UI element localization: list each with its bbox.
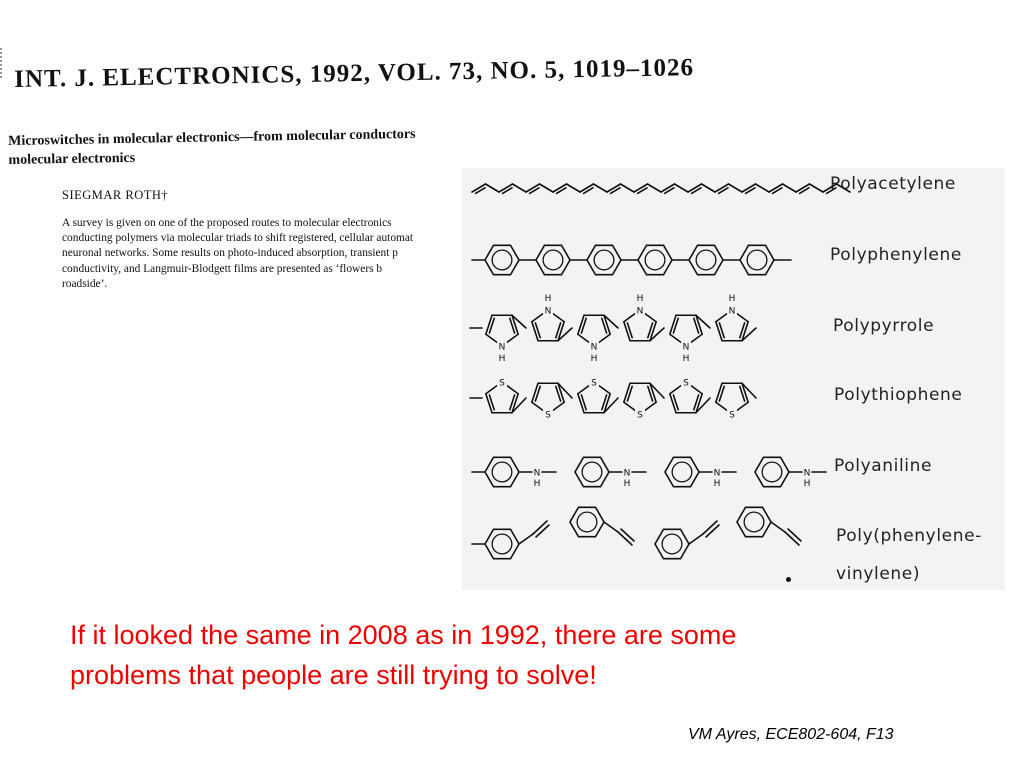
polyacetylene-bond <box>594 184 608 192</box>
heteroatom-label: N <box>623 468 631 479</box>
aromatic-circle <box>577 512 597 532</box>
hydrogen-label: H <box>533 479 541 489</box>
polyacetylene-bond <box>675 184 689 192</box>
hydrogen-label: H <box>636 294 644 304</box>
hydrogen-label: H <box>623 479 631 489</box>
author-name: SIEGMAR ROTH† <box>62 188 169 202</box>
vinylene-bond <box>703 521 717 534</box>
polymer-label: Polyphenylene <box>830 245 962 265</box>
aromatic-circle <box>744 512 764 532</box>
commentary-text <box>70 615 950 695</box>
hydrogen-label: H <box>590 354 598 364</box>
polyacetylene-bond <box>621 184 635 192</box>
vinylene-bond <box>519 534 533 544</box>
polyacetylene-bond <box>783 184 797 192</box>
abstract-line: conducting polymers via molecular triads to shift registered, cellular automat <box>62 232 414 245</box>
aromatic-circle <box>662 534 682 554</box>
heteroatom-label: S <box>729 410 735 421</box>
abstract-line: neuronal networks. Some results on photo-induced absorption, transient p <box>62 247 398 260</box>
aromatic-circle <box>645 250 665 270</box>
journal-header: INT. J. ELECTRONICS, 1992, VOL. 73, NO. 5, 1019–1026 <box>14 54 695 93</box>
abstract-line: conductivity, and Langmuir-Blodgett films are presented as ‘flowers b <box>62 262 383 275</box>
hydrogen-label: H <box>728 294 736 304</box>
abstract-line: roadside’. <box>62 277 108 290</box>
hydrogen-label: H <box>498 354 506 364</box>
aromatic-circle <box>582 462 602 482</box>
polyacetylene-bond <box>486 184 500 192</box>
polyacetylene-bond <box>513 184 527 192</box>
heteroatom-label: N <box>590 342 598 353</box>
abstract-line: A survey is given on one of the proposed routes to molecular electronics <box>62 217 392 229</box>
polymer-label: Polyacetylene <box>830 174 956 194</box>
commentary-line: If it looked the same in 2008 as in 1992, there are some <box>70 620 737 650</box>
vinylene-double-bond <box>536 525 549 537</box>
heteroatom-label: N <box>636 306 644 317</box>
heteroatom-label: N <box>728 306 736 317</box>
polymer-label: Poly(phenylene- <box>836 526 982 546</box>
polymer-label: Polythiophene <box>834 385 963 405</box>
vinylene-bond <box>689 534 703 544</box>
heteroatom-label: N <box>803 468 811 479</box>
heteroatom-label: N <box>713 468 721 479</box>
aromatic-circle <box>672 462 692 482</box>
vinylene-bond <box>604 522 618 532</box>
footer-credit: VM Ayres, ECE802-604, F13 <box>688 726 894 743</box>
commentary-line: problems that people are still trying to solve! <box>70 660 597 690</box>
polymer-label: Polyaniline <box>834 456 933 476</box>
heteroatom-label: S <box>591 378 597 389</box>
heteroatom-label: S <box>637 410 643 421</box>
aromatic-circle <box>492 534 512 554</box>
paper-title-line: Microswitches in molecular electronics—from molecular conductors <box>8 126 416 149</box>
polyacetylene-bond <box>729 184 743 192</box>
heteroatom-label: S <box>499 378 505 389</box>
polyacetylene-bond <box>702 184 716 192</box>
hydrogen-label: H <box>682 354 690 364</box>
hydrogen-label: H <box>544 294 552 304</box>
heteroatom-label: S <box>683 378 689 389</box>
heteroatom-label: S <box>545 410 551 421</box>
vinylene-bond <box>618 532 632 545</box>
vinylene-double-bond <box>621 529 634 541</box>
polymer-structures-figure <box>462 168 1005 590</box>
hydrogen-label: H <box>713 479 721 489</box>
vinylene-bond <box>785 532 799 545</box>
vinylene-double-bond <box>788 529 801 541</box>
hydrogen-label: H <box>803 479 811 489</box>
paper-title-line: molecular electronics <box>8 150 136 168</box>
aromatic-circle <box>492 462 512 482</box>
heteroatom-label: N <box>498 342 506 353</box>
polyacetylene-bond <box>567 184 581 192</box>
polymer-label: vinylene) <box>836 564 921 584</box>
polyacetylene-bond <box>810 184 824 192</box>
heteroatom-label: N <box>682 342 690 353</box>
aromatic-circle <box>543 250 563 270</box>
paper-title <box>8 124 479 170</box>
heteroatom-label: N <box>533 468 541 479</box>
aromatic-circle <box>696 250 716 270</box>
aromatic-circle <box>747 250 767 270</box>
heteroatom-label: N <box>544 306 552 317</box>
vinylene-bond <box>533 521 547 534</box>
polymer-label: Polypyrrole <box>833 316 935 336</box>
scan-margin-mark <box>0 48 7 78</box>
polyacetylene-bond <box>648 184 662 192</box>
aromatic-circle <box>492 250 512 270</box>
vinylene-double-bond <box>706 525 719 537</box>
abstract <box>62 216 464 292</box>
polyacetylene-bond <box>756 184 770 192</box>
aromatic-circle <box>594 250 614 270</box>
vinylene-bond <box>771 522 785 532</box>
polyacetylene-bond <box>540 184 554 192</box>
aromatic-circle <box>762 462 782 482</box>
